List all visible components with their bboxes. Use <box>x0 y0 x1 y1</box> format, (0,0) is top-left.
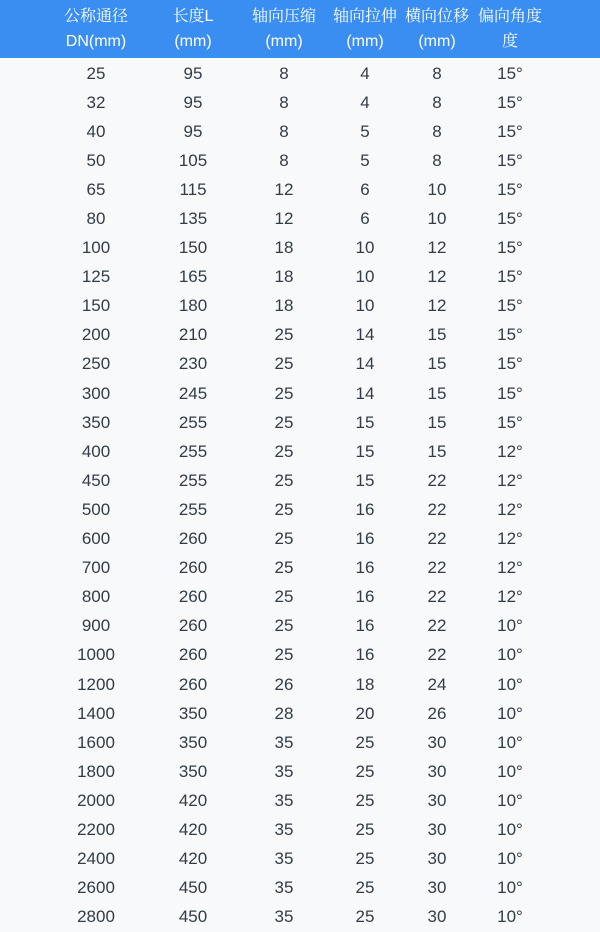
table-row <box>0 263 600 292</box>
table-cell: 10 <box>427 209 447 229</box>
table-cell: 10° <box>497 645 523 665</box>
table-cell: 105 <box>178 150 208 170</box>
table-row <box>0 525 600 554</box>
table-cell: 35 <box>274 878 294 898</box>
row-spacer-left <box>0 350 44 379</box>
table-cell: 35 <box>274 761 294 781</box>
table-cell: 18 <box>274 267 294 287</box>
table-cell: 12° <box>497 529 523 549</box>
table-cell: 30 <box>427 907 447 927</box>
table-cell: 1600 <box>77 732 115 752</box>
table-cell: 260 <box>178 616 208 636</box>
table-row <box>0 466 600 495</box>
table-cell: 5 <box>360 121 370 141</box>
row-spacer-left <box>0 641 44 670</box>
table-cell: 8 <box>432 64 442 84</box>
table-cell: 50 <box>86 150 106 170</box>
table-cell: 260 <box>178 645 208 665</box>
row-spacer-right <box>546 408 600 437</box>
table-cell: 12 <box>427 296 447 316</box>
table-cell: 25 <box>355 732 375 752</box>
row-spacer-right <box>546 350 600 379</box>
table-cell: 15° <box>497 296 523 316</box>
table-cell: 15 <box>355 470 375 490</box>
column-unit: 度 <box>501 33 518 50</box>
table-cell: 260 <box>178 529 208 549</box>
column-unit: (mm) <box>265 33 303 50</box>
table-cell: 22 <box>427 470 447 490</box>
table-cell: 18 <box>355 674 375 694</box>
table-cell: 1800 <box>77 761 115 781</box>
column-title: 公称通径 <box>63 8 128 25</box>
row-spacer-left <box>0 88 44 117</box>
table-cell: 350 <box>178 761 208 781</box>
table-cell: 10° <box>497 907 523 927</box>
table-cell: 2600 <box>77 878 115 898</box>
row-spacer-left <box>0 175 44 204</box>
table-row <box>0 641 600 670</box>
table-cell: 28 <box>274 703 294 723</box>
table-cell: 1400 <box>77 703 115 723</box>
table-row <box>0 699 600 728</box>
table-cell: 25 <box>274 325 294 345</box>
table-cell: 15° <box>497 267 523 287</box>
table-cell: 8 <box>432 150 442 170</box>
table-cell: 10° <box>497 790 523 810</box>
table-cell: 30 <box>427 761 447 781</box>
table-cell: 26 <box>274 674 294 694</box>
table-cell: 12° <box>497 587 523 607</box>
row-spacer-right <box>546 204 600 233</box>
table-cell: 420 <box>178 819 208 839</box>
row-spacer-right <box>546 321 600 350</box>
table-row <box>0 204 600 233</box>
table-cell: 255 <box>178 499 208 519</box>
table-cell: 25 <box>274 645 294 665</box>
row-spacer-left <box>0 583 44 612</box>
table-cell: 255 <box>178 470 208 490</box>
table-cell: 150 <box>81 296 111 316</box>
table-cell: 15 <box>355 441 375 461</box>
table-cell: 245 <box>178 383 208 403</box>
table-row <box>0 408 600 437</box>
table-cell: 30 <box>427 849 447 869</box>
table-cell: 16 <box>355 558 375 578</box>
table-cell: 420 <box>178 849 208 869</box>
column-unit: DN(mm) <box>65 33 127 50</box>
table-cell: 150 <box>178 238 208 258</box>
row-spacer-left <box>0 437 44 466</box>
table-cell: 10° <box>497 616 523 636</box>
row-spacer-left <box>0 321 44 350</box>
table-cell: 350 <box>178 732 208 752</box>
row-spacer-left <box>0 59 44 88</box>
table-cell: 15° <box>497 325 523 345</box>
row-spacer-left <box>0 554 44 583</box>
table-cell: 15 <box>427 325 447 345</box>
column-header-axial-compression <box>238 0 330 59</box>
table-cell: 15° <box>497 150 523 170</box>
table-cell: 10° <box>497 703 523 723</box>
table-cell: 30 <box>427 790 447 810</box>
table-cell: 500 <box>81 499 111 519</box>
table-cell: 260 <box>178 558 208 578</box>
row-spacer-left <box>0 699 44 728</box>
table-cell: 30 <box>427 878 447 898</box>
table-cell: 450 <box>178 878 208 898</box>
table-cell: 20 <box>355 703 375 723</box>
row-spacer-left <box>0 786 44 815</box>
row-spacer-right <box>546 263 600 292</box>
table-cell: 12 <box>274 179 294 199</box>
table-cell: 10° <box>497 819 523 839</box>
table-cell: 12 <box>427 267 447 287</box>
table-row <box>0 845 600 874</box>
table-cell: 400 <box>81 441 111 461</box>
row-spacer-right <box>546 495 600 524</box>
table-cell: 300 <box>81 383 111 403</box>
table-cell: 15° <box>497 412 523 432</box>
table-cell: 2200 <box>77 819 115 839</box>
table-cell: 135 <box>178 209 208 229</box>
table-cell: 15° <box>497 179 523 199</box>
table-cell: 4 <box>360 92 370 112</box>
table-row <box>0 292 600 321</box>
table-cell: 65 <box>86 179 106 199</box>
table-cell: 115 <box>179 179 207 199</box>
table-cell: 2000 <box>77 790 115 810</box>
table-cell: 95 <box>183 121 203 141</box>
table-row <box>0 437 600 466</box>
table-row <box>0 728 600 757</box>
row-spacer-right <box>546 670 600 699</box>
row-spacer-left <box>0 845 44 874</box>
table-cell: 15° <box>497 209 523 229</box>
row-spacer-right <box>546 641 600 670</box>
table-cell: 8 <box>279 121 289 141</box>
table-cell: 25 <box>86 64 106 84</box>
row-spacer-right <box>546 466 600 495</box>
table-cell: 255 <box>178 412 208 432</box>
row-spacer-right <box>546 728 600 757</box>
row-spacer-right <box>546 583 600 612</box>
table-cell: 2400 <box>77 849 115 869</box>
table-cell: 5 <box>360 150 370 170</box>
table-cell: 15 <box>427 383 447 403</box>
table-cell: 8 <box>432 92 442 112</box>
column-title: 轴向拉伸 <box>332 8 397 25</box>
table-row <box>0 175 600 204</box>
table-row <box>0 59 600 88</box>
row-spacer-right <box>546 234 600 263</box>
table-cell: 25 <box>355 849 375 869</box>
table-cell: 25 <box>274 383 294 403</box>
table-cell: 95 <box>183 92 203 112</box>
table-cell: 2800 <box>77 907 115 927</box>
row-spacer-right <box>546 59 600 88</box>
table-cell: 95 <box>183 64 203 84</box>
table-cell: 25 <box>274 558 294 578</box>
table-row <box>0 234 600 263</box>
table-cell: 80 <box>86 209 106 229</box>
row-spacer-left <box>0 263 44 292</box>
table-cell: 16 <box>355 645 375 665</box>
table-cell: 14 <box>355 383 375 403</box>
table-cell: 350 <box>178 703 208 723</box>
row-spacer-left <box>0 466 44 495</box>
row-spacer-left <box>0 204 44 233</box>
table-cell: 35 <box>274 790 294 810</box>
row-spacer-left <box>0 612 44 641</box>
column-unit: (mm) <box>174 33 212 50</box>
table-cell: 25 <box>274 529 294 549</box>
table-cell: 10° <box>497 732 523 752</box>
table-cell: 8 <box>432 121 442 141</box>
table-row <box>0 670 600 699</box>
row-spacer-right <box>546 292 600 321</box>
table-row <box>0 321 600 350</box>
table-row <box>0 786 600 815</box>
table-cell: 10 <box>427 179 447 199</box>
table-header <box>0 0 600 59</box>
table-row <box>0 903 600 932</box>
table-cell: 10° <box>497 878 523 898</box>
row-spacer-right <box>546 379 600 408</box>
row-spacer-left <box>0 815 44 844</box>
table-cell: 22 <box>427 645 447 665</box>
table-cell: 12 <box>274 209 294 229</box>
table-cell: 1200 <box>77 674 115 694</box>
table-cell: 25 <box>355 819 375 839</box>
table-row <box>0 88 600 117</box>
table-cell: 14 <box>355 325 375 345</box>
table-cell: 25 <box>274 587 294 607</box>
table-cell: 16 <box>355 616 375 636</box>
table-cell: 10° <box>497 849 523 869</box>
table-cell: 24 <box>427 674 447 694</box>
row-spacer-left <box>0 408 44 437</box>
row-spacer-left <box>0 903 44 932</box>
row-spacer-left <box>0 292 44 321</box>
table-cell: 10° <box>497 761 523 781</box>
table-cell: 10 <box>355 238 375 258</box>
table-cell: 16 <box>355 587 375 607</box>
column-header-dn <box>44 0 148 59</box>
table-cell: 15° <box>497 121 523 141</box>
table-cell: 22 <box>427 587 447 607</box>
table-cell: 12 <box>427 238 447 258</box>
table-cell: 22 <box>427 499 447 519</box>
table-cell: 25 <box>274 441 294 461</box>
column-unit: (mm) <box>418 33 456 50</box>
row-spacer-right <box>546 612 600 641</box>
table-cell: 210 <box>178 325 208 345</box>
row-spacer-right <box>546 845 600 874</box>
table-cell: 18 <box>274 238 294 258</box>
table-cell: 8 <box>279 150 289 170</box>
table-cell: 12° <box>497 499 523 519</box>
table-cell: 14 <box>355 354 375 374</box>
table-cell: 100 <box>81 238 111 258</box>
column-header-length <box>148 0 238 59</box>
table-cell: 900 <box>81 616 111 636</box>
row-spacer-right <box>546 146 600 175</box>
column-header-lateral-displacement <box>400 0 474 59</box>
table-cell: 25 <box>274 412 294 432</box>
table-cell: 125 <box>81 267 111 287</box>
table-cell: 8 <box>279 92 289 112</box>
table-cell: 8 <box>279 64 289 84</box>
table-cell: 16 <box>355 499 375 519</box>
table-cell: 4 <box>360 64 370 84</box>
header-row <box>0 0 600 59</box>
table-cell: 25 <box>355 907 375 927</box>
row-spacer-left <box>0 670 44 699</box>
table-cell: 420 <box>178 790 208 810</box>
table-cell: 350 <box>81 412 111 432</box>
table-cell: 15° <box>497 64 523 84</box>
table-cell: 1000 <box>77 645 115 665</box>
table-row <box>0 495 600 524</box>
table-cell: 25 <box>274 470 294 490</box>
table-cell: 16 <box>355 529 375 549</box>
table-cell: 15° <box>497 383 523 403</box>
row-spacer-right <box>546 525 600 554</box>
table-row <box>0 612 600 641</box>
table-cell: 25 <box>274 354 294 374</box>
column-header-deflection-angle <box>474 0 546 59</box>
table-cell: 12° <box>497 470 523 490</box>
table-row <box>0 379 600 408</box>
table-body <box>0 59 600 932</box>
row-spacer-left <box>0 117 44 146</box>
table-cell: 450 <box>81 470 111 490</box>
table-cell: 15 <box>355 412 375 432</box>
column-unit: (mm) <box>346 33 384 50</box>
table-cell: 22 <box>427 616 447 636</box>
table-cell: 6 <box>360 179 370 199</box>
table-cell: 15 <box>427 441 447 461</box>
table-cell: 6 <box>360 209 370 229</box>
row-spacer-left <box>0 525 44 554</box>
table-cell: 22 <box>427 529 447 549</box>
column-title: 横向位移 <box>404 8 469 25</box>
row-spacer-right <box>546 175 600 204</box>
table-cell: 230 <box>178 354 208 374</box>
table-cell: 260 <box>178 674 208 694</box>
table-cell: 40 <box>86 121 106 141</box>
row-spacer-right <box>546 903 600 932</box>
row-spacer-right <box>546 699 600 728</box>
table-row <box>0 583 600 612</box>
row-spacer-right <box>546 786 600 815</box>
table-cell: 10 <box>355 267 375 287</box>
table-row <box>0 815 600 844</box>
row-spacer-left <box>0 728 44 757</box>
row-spacer-right <box>546 757 600 786</box>
row-spacer-right <box>546 554 600 583</box>
table-cell: 30 <box>427 732 447 752</box>
table-cell: 25 <box>355 878 375 898</box>
table-cell: 35 <box>274 849 294 869</box>
header-spacer-left <box>0 0 44 59</box>
table-cell: 165 <box>178 267 208 287</box>
table-row <box>0 874 600 903</box>
table-cell: 25 <box>274 616 294 636</box>
table-cell: 15° <box>497 238 523 258</box>
table-cell: 450 <box>178 907 208 927</box>
table-cell: 32 <box>86 92 106 112</box>
row-spacer-right <box>546 88 600 117</box>
table-cell: 15 <box>427 354 447 374</box>
table-cell: 600 <box>81 529 111 549</box>
row-spacer-left <box>0 146 44 175</box>
table-cell: 35 <box>274 732 294 752</box>
table-cell: 800 <box>81 587 111 607</box>
table-cell: 18 <box>274 296 294 316</box>
row-spacer-left <box>0 379 44 408</box>
table-cell: 10 <box>355 296 375 316</box>
table-cell: 180 <box>178 296 208 316</box>
row-spacer-left <box>0 234 44 263</box>
table-row <box>0 554 600 583</box>
table-row <box>0 146 600 175</box>
table-cell: 260 <box>178 587 208 607</box>
table-cell: 22 <box>427 558 447 578</box>
column-title: 轴向压缩 <box>251 8 316 25</box>
table-cell: 25 <box>274 499 294 519</box>
table-cell: 35 <box>274 819 294 839</box>
table-cell: 12° <box>497 441 523 461</box>
row-spacer-right <box>546 874 600 903</box>
row-spacer-left <box>0 874 44 903</box>
table-cell: 250 <box>81 354 111 374</box>
column-title: 长度L <box>172 8 214 25</box>
column-header-axial-tension <box>330 0 400 59</box>
table-cell: 25 <box>355 761 375 781</box>
row-spacer-right <box>546 117 600 146</box>
table-cell: 15° <box>497 92 523 112</box>
table-cell: 15° <box>497 354 523 374</box>
table-cell: 26 <box>427 703 447 723</box>
row-spacer-left <box>0 757 44 786</box>
table-row <box>0 350 600 379</box>
row-spacer-right <box>546 437 600 466</box>
table-cell: 30 <box>427 819 447 839</box>
header-spacer-right <box>546 0 600 59</box>
table-row <box>0 757 600 786</box>
table-cell: 15 <box>427 412 447 432</box>
table-cell: 35 <box>274 907 294 927</box>
row-spacer-right <box>546 815 600 844</box>
row-spacer-left <box>0 495 44 524</box>
table-cell: 700 <box>81 558 111 578</box>
table-cell: 25 <box>355 790 375 810</box>
table-cell: 200 <box>81 325 111 345</box>
table-cell: 255 <box>178 441 208 461</box>
table-cell: 12° <box>497 558 523 578</box>
table-cell: 10° <box>497 674 523 694</box>
table-row <box>0 117 600 146</box>
column-title: 偏向角度 <box>477 8 542 25</box>
